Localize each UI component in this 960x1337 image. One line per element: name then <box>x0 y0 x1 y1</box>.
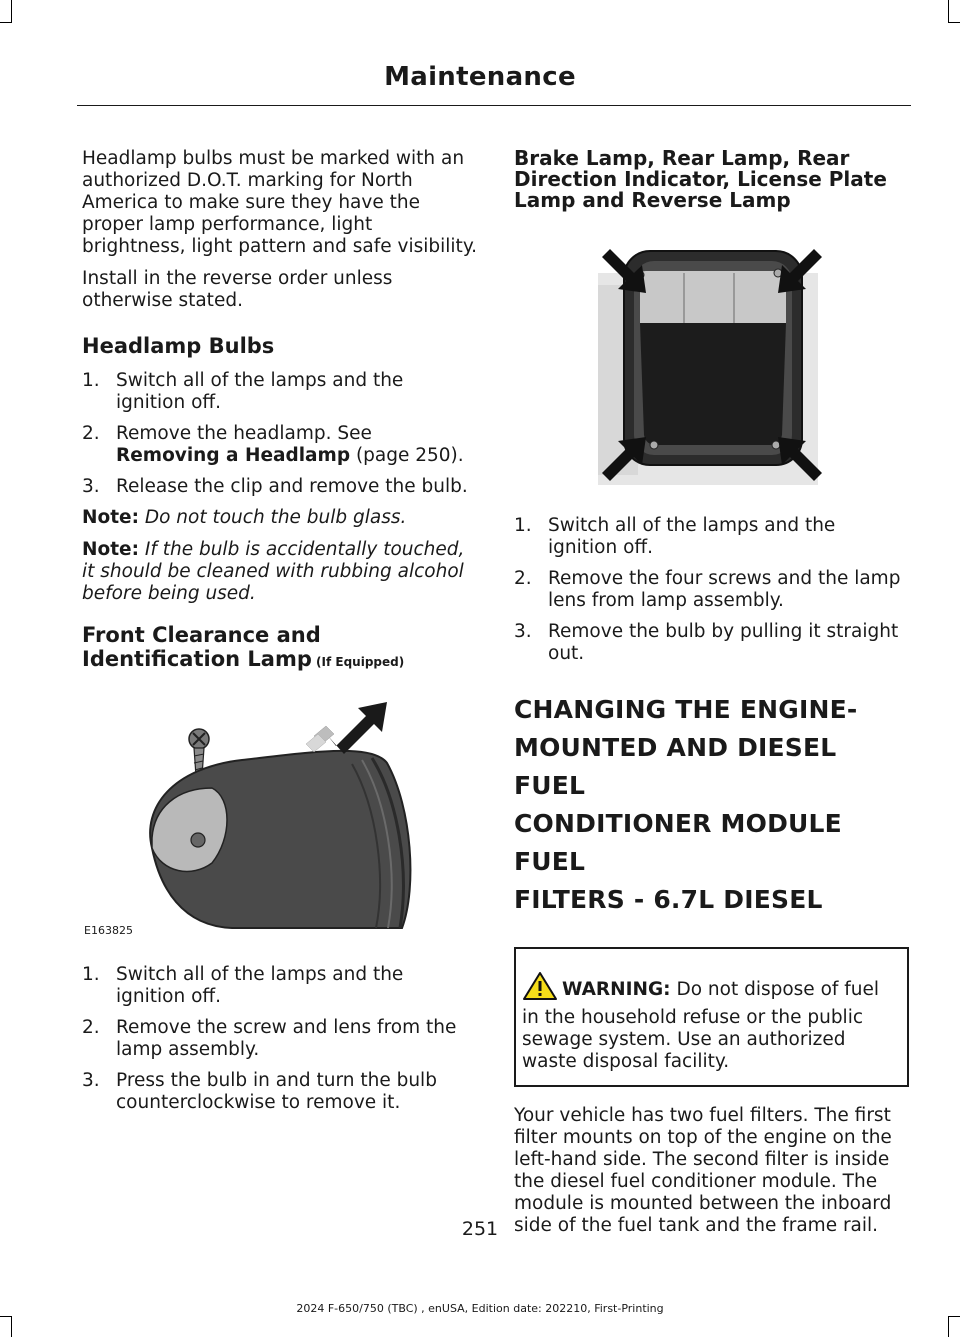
fuel-filter-paragraph: Your vehicle has two fuel filters. The first filter mounts on top of the engine on the left-hand side. The second filter is inside the diesel fuel conditioner module. The module is mounted between the inboard side of the fuel tank and the frame rail. <box>514 1105 892 1236</box>
step-number: 2. <box>82 1017 100 1038</box>
list-item <box>82 476 477 498</box>
clearance-lamp-heading <box>82 623 477 674</box>
brake-lamp-steps <box>514 515 909 665</box>
note-label: Note: <box>82 539 139 560</box>
crop-mark <box>948 0 949 22</box>
list-item <box>82 370 477 414</box>
if-equipped-label: (If Equipped) <box>311 655 405 669</box>
crop-mark <box>11 0 12 22</box>
page-title: Maintenance <box>384 62 576 92</box>
step-text: Switch all of the lamps and the ignition off. <box>116 370 404 413</box>
crop-mark <box>0 1316 12 1317</box>
step-text: Remove the screw and lens from the lamp assembly. <box>116 1017 457 1060</box>
crop-mark <box>11 1316 12 1337</box>
step-text: Remove the four screws and the lamp lens from lamp assembly. <box>548 568 901 611</box>
warning-label: WARNING: <box>562 979 671 1000</box>
list-item <box>82 964 477 1008</box>
step-number: 3. <box>514 621 532 642</box>
list-item <box>514 515 909 559</box>
note-label: Note: <box>82 507 139 528</box>
removing-headlamp-link[interactable]: Removing a Headlamp <box>116 445 351 466</box>
step-number: 2. <box>514 568 532 589</box>
right-column <box>514 148 909 1247</box>
list-item <box>514 568 909 612</box>
step-text: Remove the headlamp. See <box>116 423 372 444</box>
list-item <box>514 621 909 665</box>
brake-lamp-heading: Brake Lamp, Rear Lamp, Rear Direction Indicator, License Plate Lamp and Reverse Lamp <box>514 146 887 212</box>
reverse-order-paragraph: Install in the reverse order unless otherwise stated. <box>82 268 393 311</box>
note-text: If the bulb is accidentally touched, it should be cleaned with rubbing alcohol before being used. <box>82 539 465 604</box>
warning-text: Do not dispose of fuel in the household refuse or the public sewage system. Use an authorized waste disposal facility. <box>522 979 880 1072</box>
rear-lamp-figure <box>514 235 909 495</box>
list-item <box>82 423 477 467</box>
crop-mark <box>948 1316 960 1317</box>
section-heading-line: CONDITIONER MODULE FUEL <box>514 809 842 876</box>
page-reference: (page 250). <box>350 445 464 466</box>
step-text: Remove the bulb by pulling it straight out. <box>548 621 899 664</box>
crop-mark <box>948 1316 949 1337</box>
headlamp-steps <box>82 370 477 498</box>
step-number: 1. <box>82 370 100 391</box>
clearance-lamp-body <box>150 751 410 928</box>
edition-info: 2024 F-650/750 (TBC) , enUSA, Edition date: 202210, First-Printing <box>296 1302 664 1315</box>
screw-icon <box>650 441 658 449</box>
figure-code: E163825 <box>84 924 133 937</box>
clearance-lamp-illustration <box>82 688 477 938</box>
section-heading-line: MOUNTED AND DIESEL FUEL <box>514 733 837 800</box>
step-text: Release the clip and remove the bulb. <box>116 476 468 497</box>
headlamp-bulbs-heading: Headlamp Bulbs <box>82 334 275 358</box>
note-text: Do not touch the bulb glass. <box>138 507 407 528</box>
step-text: Switch all of the lamps and the ignition off. <box>548 515 836 558</box>
header-divider <box>77 105 911 106</box>
clearance-lamp-figure <box>82 688 477 938</box>
step-number: 3. <box>82 476 100 497</box>
note-bulb-glass <box>82 507 477 529</box>
step-number: 3. <box>82 1070 100 1091</box>
warning-triangle-icon <box>522 971 562 1007</box>
section-heading-line: FILTERS - 6.7L DIESEL <box>514 885 823 914</box>
list-item <box>82 1070 477 1114</box>
section-heading-line: CHANGING THE ENGINE- <box>514 695 858 724</box>
page-number: 251 <box>461 1218 499 1240</box>
step-number: 1. <box>82 964 100 985</box>
crop-mark <box>0 22 12 23</box>
step-number: 2. <box>82 423 100 444</box>
removal-arrow-icon <box>306 702 387 754</box>
warning-box <box>514 947 909 1087</box>
fuel-filter-section-heading <box>514 691 909 919</box>
step-number: 1. <box>514 515 532 536</box>
intro-paragraph: Headlamp bulbs must be marked with an authorized D.O.T. marking for North America to make sure they have the proper lamp performance, light brightness, light pattern and safe visibility. <box>82 148 478 257</box>
step-text: Press the bulb in and turn the bulb counterclockwise to remove it. <box>116 1070 437 1113</box>
rear-lamp-housing <box>624 251 802 465</box>
list-item <box>82 1017 477 1061</box>
crop-mark <box>948 22 960 23</box>
clearance-steps <box>82 964 477 1114</box>
left-column <box>82 148 477 1123</box>
note-accidentally-touched <box>82 539 477 605</box>
step-text: Switch all of the lamps and the ignition off. <box>116 964 404 1007</box>
rear-lamp-illustration <box>514 235 909 495</box>
clearance-heading-text: Front Clearance and Identification Lamp <box>82 623 321 671</box>
